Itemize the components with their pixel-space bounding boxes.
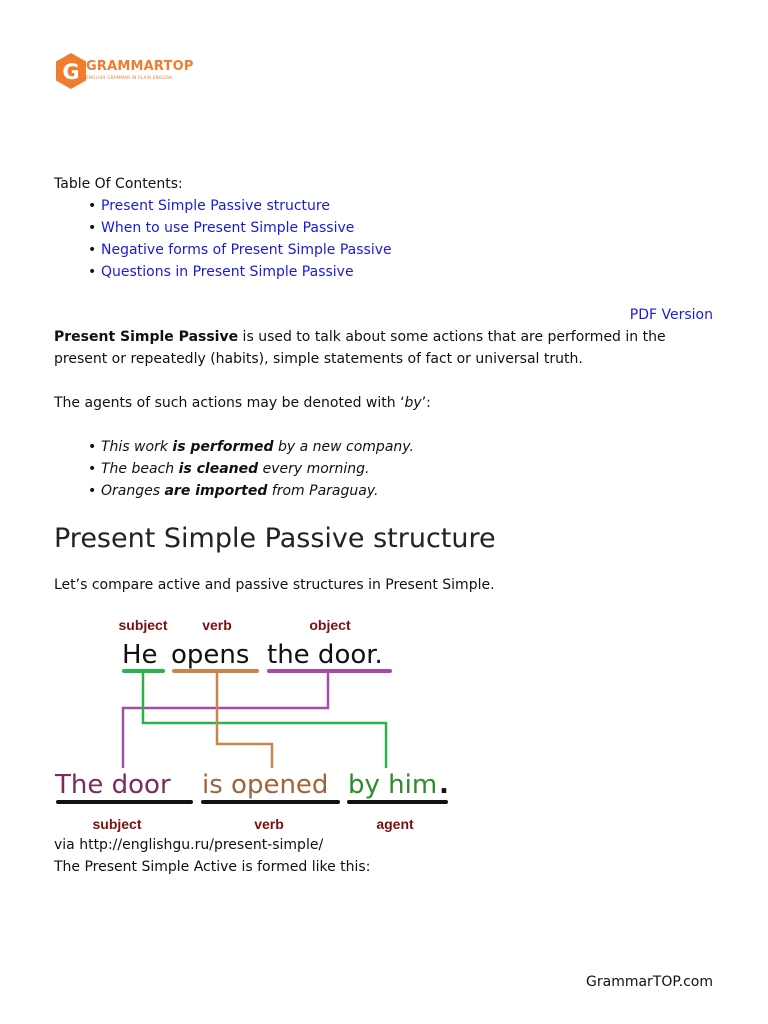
footer-site-name: GrammarTOP.com	[586, 974, 713, 990]
active-word-subject: He	[122, 640, 158, 670]
active-passive-diagram	[50, 608, 470, 834]
connector-verb	[217, 673, 272, 768]
connector-object-to-subject	[123, 673, 328, 768]
active-label-object: object	[309, 617, 351, 633]
intro-term: Present Simple Passive	[54, 329, 239, 345]
logo-wordmark: GRAMMARTOP	[86, 59, 194, 74]
toc-item	[88, 217, 392, 239]
toc-link-questions[interactable]: Questions in Present Simple Passive	[101, 264, 354, 280]
example-item: • The beach is cleaned every morning.	[88, 458, 414, 480]
passive-label-verb: verb	[254, 816, 284, 832]
example-item: • Oranges are imported from Paraguay.	[88, 480, 414, 502]
toc-title: Table Of Contents:	[54, 176, 183, 192]
toc-link-when-to-use[interactable]: When to use Present Simple Passive	[101, 220, 355, 236]
agents-paragraph	[54, 392, 431, 414]
intro-paragraph	[54, 326, 714, 370]
compare-text: Let’s compare active and passive structures in Present Simple.	[54, 577, 495, 593]
examples-list	[88, 436, 414, 502]
toc-link-negative-forms[interactable]: Negative forms of Present Simple Passive	[101, 242, 392, 258]
pdf-version-link[interactable]: PDF Version	[629, 307, 713, 323]
agents-text-after: ’:	[421, 395, 431, 411]
passive-word-agent: by him	[348, 770, 438, 800]
toc-item	[88, 261, 392, 283]
passive-word-verb: is opened	[202, 770, 329, 800]
passive-period: .	[439, 770, 449, 800]
connector-subject-to-agent	[143, 673, 386, 768]
logo-tagline: ENGLISH GRAMMAR IN PLAIN ENGLISH	[86, 75, 173, 80]
example-item: • This work is performed by a new company.	[88, 436, 414, 458]
logo-letter: G	[62, 60, 80, 84]
passive-label-subject: subject	[92, 816, 142, 832]
toc-item	[88, 195, 392, 217]
active-label-verb: verb	[202, 617, 232, 633]
agents-text-before: The agents of such actions may be denoted with ‘	[54, 395, 405, 411]
toc-link-structure[interactable]: Present Simple Passive structure	[101, 198, 330, 214]
toc-item	[88, 239, 392, 261]
active-label-subject: subject	[118, 617, 168, 633]
toc-list	[88, 195, 392, 283]
active-word-object: the door.	[267, 640, 383, 670]
passive-word-subject: The door	[55, 770, 171, 800]
intro-text: is used to talk about some actions that are performed in the present or repeatedly (habits), simple statements of fact or universal truth.	[54, 329, 666, 367]
agents-by-word: by	[404, 395, 422, 411]
formed-text: The Present Simple Active is formed like this:	[54, 859, 371, 875]
passive-label-agent: agent	[376, 816, 414, 832]
active-word-verb: opens	[171, 640, 250, 670]
section-heading: Present Simple Passive structure	[54, 523, 496, 554]
source-attribution: via http://englishgu.ru/present-simple/	[54, 837, 324, 853]
